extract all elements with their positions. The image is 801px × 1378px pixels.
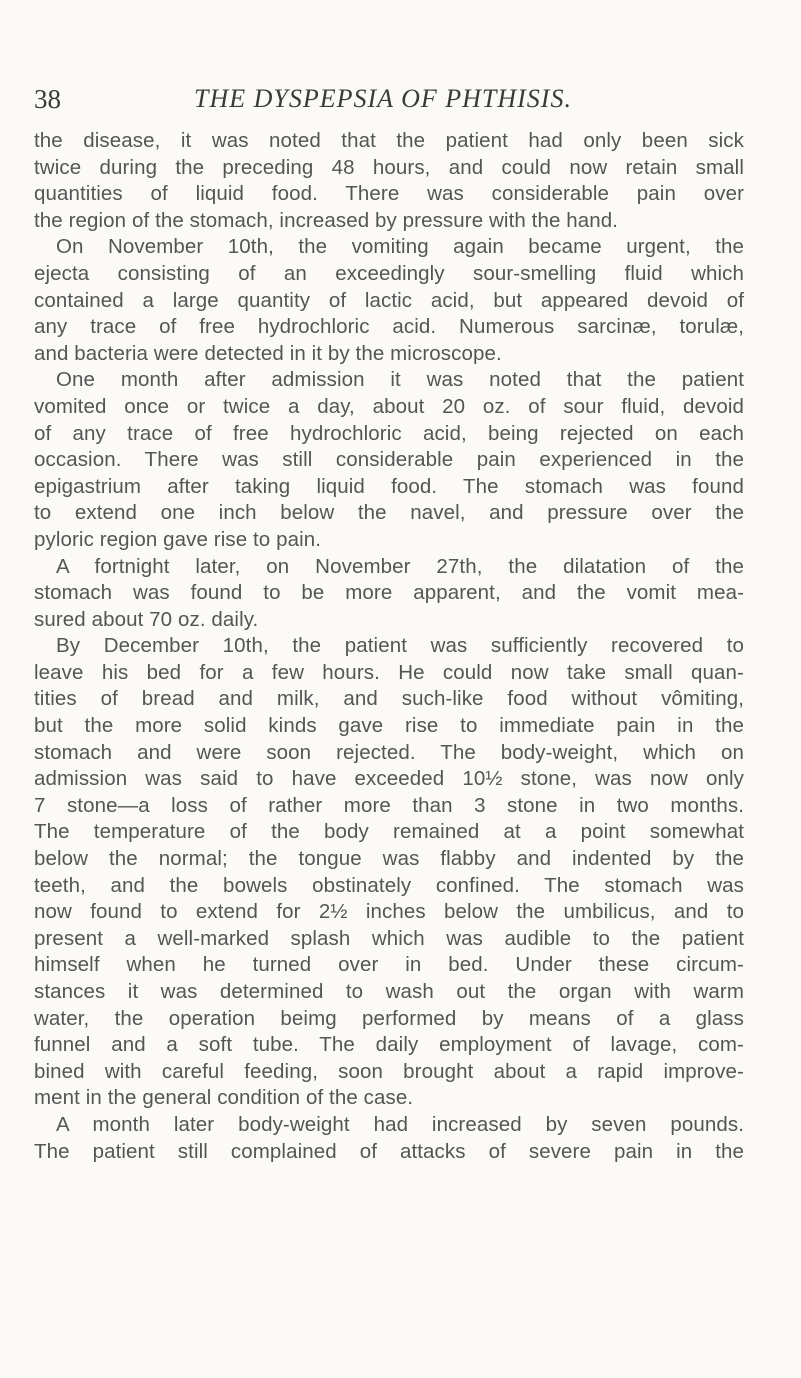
text-line: of any trace of free hydrochloric acid, being rejected on each xyxy=(34,421,744,445)
text-line: teeth, and the bowels obstinately confined. The stomach was xyxy=(34,873,744,897)
body-text xyxy=(34,128,744,1165)
text-line: admission was said to have exceeded 10½ stone, was now only xyxy=(34,767,744,791)
text-line: tities of bread and milk, and such-like food without vômiting, xyxy=(34,687,744,711)
text-line: below the normal; the tongue was flabby and indented by the xyxy=(34,847,744,871)
text-line: occasion. There was still considerable pain experienced in the xyxy=(34,448,744,472)
text-line: himself when he turned over in bed. Under these circum- xyxy=(34,953,744,977)
text-line: contained a large quantity of lactic acid, but appeared devoid of xyxy=(34,288,744,312)
text-line: epigastrium after taking liquid food. The stomach was found xyxy=(34,474,744,498)
text-line: A month later body-weight had increased by seven pounds. xyxy=(56,1112,744,1136)
text-line: funnel and a soft tube. The daily employment of lavage, com- xyxy=(34,1033,744,1057)
text-line: twice during the preceding 48 hours, and could now retain small xyxy=(34,155,744,179)
text-line: vomited once or twice a day, about 20 oz. of sour fluid, devoid xyxy=(34,394,744,418)
text-line: A fortnight later, on November 27th, the dilatation of the xyxy=(56,554,744,578)
text-line: ejecta consisting of an exceedingly sour-smelling fluid which xyxy=(34,261,744,285)
text-line: The patient still complained of attacks of severe pain in the xyxy=(34,1139,744,1163)
running-title: THE DYSPEPSIA OF PHTHISIS. xyxy=(194,84,572,113)
text-line: The temperature of the body remained at a point somewhat xyxy=(34,820,744,844)
text-line: By December 10th, the patient was sufficiently recovered to xyxy=(56,634,744,658)
text-line: the region of the stomach, increased by pressure with the hand. xyxy=(34,208,619,232)
text-line: to extend one inch below the navel, and pressure over the xyxy=(34,501,744,525)
text-line: One month after admission it was noted that the patient xyxy=(56,368,744,392)
text-line: the disease, it was noted that the patient had only been sick xyxy=(34,129,744,152)
text-line: water, the operation beimg performed by means of a glass xyxy=(34,1006,744,1030)
text-line: any trace of free hydrochloric acid. Numerous sarcinæ, torulæ, xyxy=(34,315,744,339)
text-line: leave his bed for a few hours. He could now take small quan- xyxy=(34,660,744,684)
text-line: but the more solid kinds gave rise to immediate pain in the xyxy=(34,714,744,738)
running-head xyxy=(34,84,734,116)
text-line: On November 10th, the vomiting again became urgent, the xyxy=(56,235,744,259)
text-line: ment in the general condition of the case. xyxy=(34,1086,414,1110)
text-line: quantities of liquid food. There was considerable pain over xyxy=(34,182,744,206)
text-line: pyloric region gave rise to pain. xyxy=(34,527,322,551)
text-line: present a well-marked splash which was audible to the patient xyxy=(34,926,744,950)
text-line: sured about 70 oz. daily. xyxy=(34,607,259,631)
text-line: stomach and were soon rejected. The body-weight, which on xyxy=(34,740,744,764)
text-line: bined with careful feeding, soon brought about a rapid improve- xyxy=(34,1059,744,1083)
text-line: now found to extend for 2½ inches below the umbilicus, and to xyxy=(34,900,744,924)
text-line: 7 stone—a loss of rather more than 3 stone in two months. xyxy=(34,793,744,817)
text-line: stomach was found to be more apparent, and the vomit mea- xyxy=(34,581,744,605)
text-line: and bacteria were detected in it by the microscope. xyxy=(34,341,502,365)
page-number: 38 xyxy=(34,84,61,114)
text-line: stances it was determined to wash out the organ with warm xyxy=(34,980,744,1003)
